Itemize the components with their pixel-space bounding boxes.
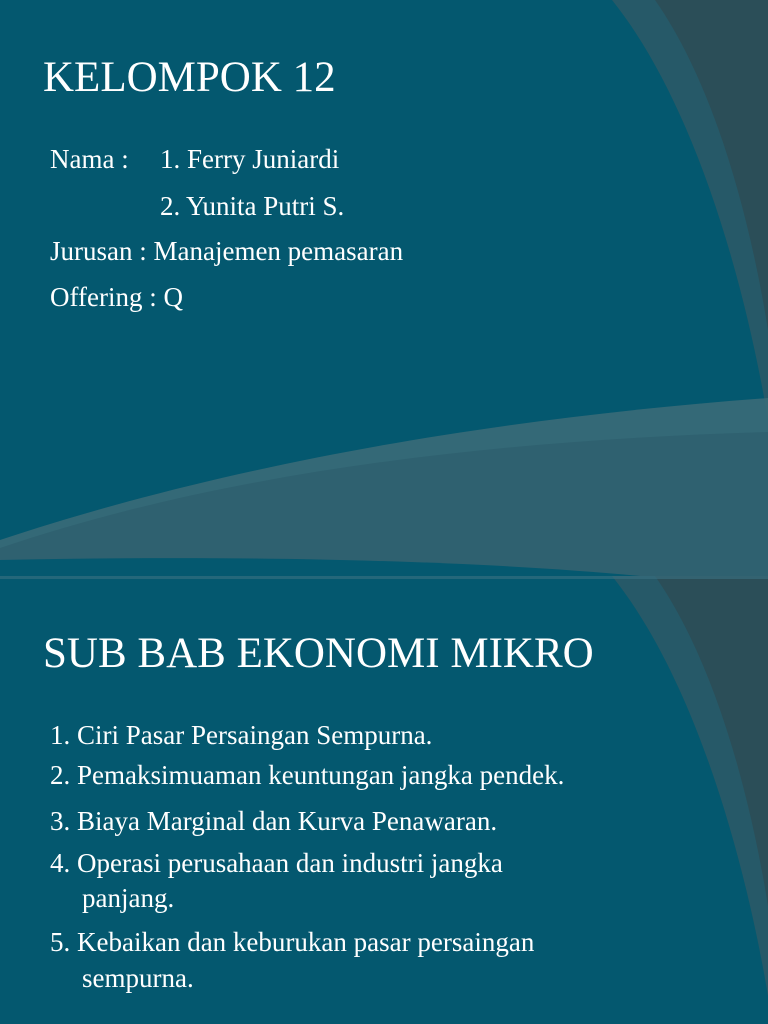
name-label: Nama : <box>50 144 129 174</box>
member-2: 2. Yunita Putri S. <box>160 191 345 221</box>
member-1: 1. Ferry Juniardi <box>160 144 340 174</box>
list-item: 1. Ciri Pasar Persaingan Sempurna. <box>50 720 433 750</box>
list-item-continuation: panjang. <box>82 883 175 913</box>
slide-2 <box>0 576 768 1024</box>
offering-line: Offering : Q <box>50 282 183 312</box>
list-item: 4. Operasi perusahaan dan industri jangka <box>50 848 503 878</box>
list-item: 2. Pemaksimuaman keuntungan jangka pendek. <box>50 760 565 790</box>
list-item-continuation: sempurna. <box>82 963 194 993</box>
slide-1-title: KELOMPOK 12 <box>43 54 336 101</box>
major-line: Jurusan : Manajemen pemasaran <box>50 236 404 266</box>
list-item: 5. Kebaikan dan keburukan pasar persaingan <box>50 927 535 957</box>
list-item: 3. Biaya Marginal dan Kurva Penawaran. <box>50 806 498 836</box>
slide-2-title: SUB BAB EKONOMI MIKRO <box>43 630 594 677</box>
